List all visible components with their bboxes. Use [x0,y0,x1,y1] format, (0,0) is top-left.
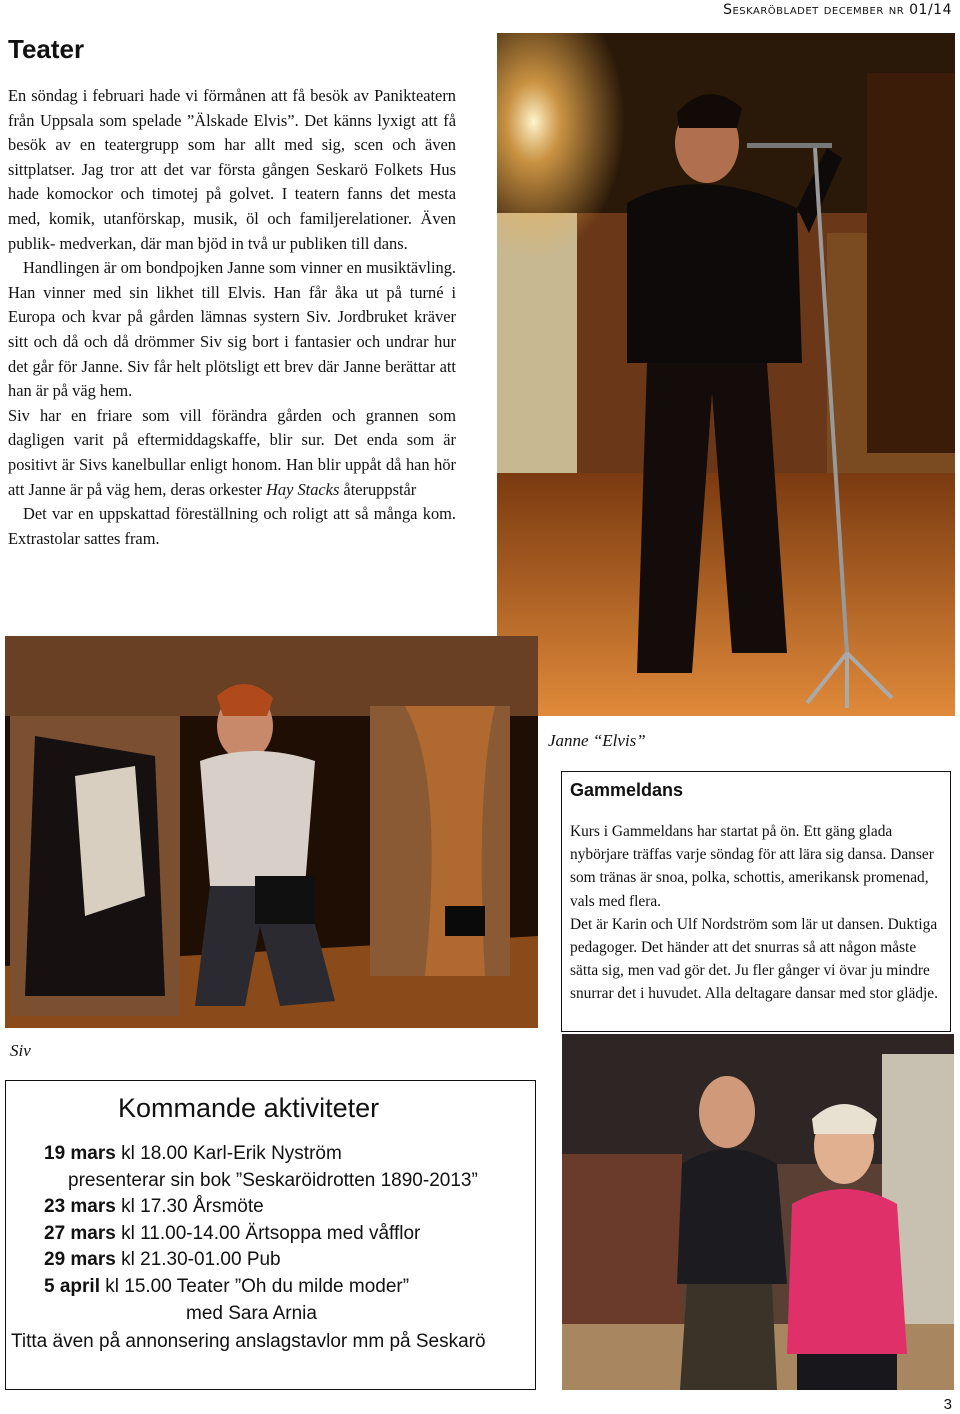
activity-text: kl 15.00 Teater ”Oh du milde moder” [99,1275,410,1297]
activity-text: kl 21.30-01.00 Pub [115,1249,281,1271]
siv-stage-photo [5,636,538,1028]
activity-continuation: med Sara Arnia [186,1302,317,1324]
page-number: 3 [943,1396,952,1413]
activity-text: kl 11.00-14.00 Ärtsoppa med våfflor [115,1222,421,1244]
teater-article [8,84,456,551]
activity-date: 19 mars [44,1143,116,1164]
activity-text: kl 17.30 Årsmöte [115,1196,264,1218]
elvis-caption: Janne “Elvis” [548,731,646,750]
activity-item [44,1274,478,1301]
gammeldans-paragraph-1: Kurs i Gammeldans har startat på ön. Ett gäng glada nybörjare träffas varje söndag för att lära sig dansa. Danser som tränas är snoa, polka, schottis, amerikansk promenad, vals med flera. [570,823,934,910]
teater-paragraph-1: En söndag i februari hade vi förmånen att få besök av Panikteatern från Uppsala som spelade ”Älskade Elvis”. Det känns lyxigt att få besök av en teatergrupp som har allt med sig, scen och även sittplatser. Jag tror att det var första gången Seskarö Folkets Hus hade komockor och timotej på golvet. I teatern fanns det mesta med, komik, utanförskap, musik, öl och familjerelationer. Även publik- medverkan, där man bjöd in två ur publiken till dans. [8,86,456,253]
band-name: Hay Stacks [266,479,340,499]
activity-date: 5 april [44,1275,100,1297]
gammeldans-paragraph-2: Det är Karin och Ulf Nordström som lär ut dansen. Duktiga pedagoger. Det händer att det snurras så att någon måste sätta sig, men vad gör det. Ju fler gånger vi övar ju mindre snurrar det i huvudet. Alla deltagare dansar med stor glädje. [570,915,938,1003]
activity-item [44,1141,478,1168]
activity-date: 29 mars [44,1249,116,1271]
activity-date: 23 mars [44,1196,116,1218]
gammeldans-box [561,771,951,1032]
kommande-heading: Kommande aktiviteter [118,1093,380,1123]
activity-list [44,1141,478,1327]
teater-paragraph-3b: återuppstår [339,479,417,499]
gammeldans-heading: Gammeldans [570,780,684,800]
teater-paragraph-3a: Siv har en friare som vill förändra gården och grannen som dagligen varit på eftermiddagskaffe, blir sur. Det enda som är positivt är Sivs kanelbullar enligt honom. Han blir uppåt då han hör att Janne är på väg hem, deras orkester [8,405,456,499]
activity-item [44,1247,478,1274]
activity-continuation: presenterar sin bok ”Seskaröidrotten 1890-2013” [68,1169,478,1191]
activity-item [44,1194,478,1221]
teater-paragraph-4: Det var en uppskattad föreställning och roligt att så många kom. Extrastolar sattes fram. [8,504,456,548]
kommande-aktiviteter-box [5,1080,536,1390]
teater-paragraph-3 [8,404,456,502]
activity-date: 27 mars [44,1222,116,1244]
activity-item [44,1221,478,1248]
masthead: Seskaröbladet december nr 01/14 [723,2,952,18]
elvis-stage-photo [497,33,955,716]
siv-caption: Siv [10,1041,31,1060]
teater-paragraph-2: Handlingen är om bondpojken Janne som vinner en musiktävling. Han vinner med sin likhet till Elvis. Han får åka ut på turné i Europa och kvar på gården lämnas systern Siv. Jordbruket kräver sitt och då och då drömmer Siv sig bort i fantasier och undrar hur det går för Janne. Siv får helt plötsligt ett brev där Janne berättar att han är på väg hem. [8,258,456,401]
kommande-footer: Titta även på annonsering anslagstavlor mm på Seskarö [11,1331,486,1352]
activity-text: kl 18.00 Karl-Erik Nyström [115,1143,342,1164]
dance-teachers-photo [562,1034,954,1390]
gammeldans-text [570,820,942,1006]
teater-heading: Teater [8,34,85,64]
